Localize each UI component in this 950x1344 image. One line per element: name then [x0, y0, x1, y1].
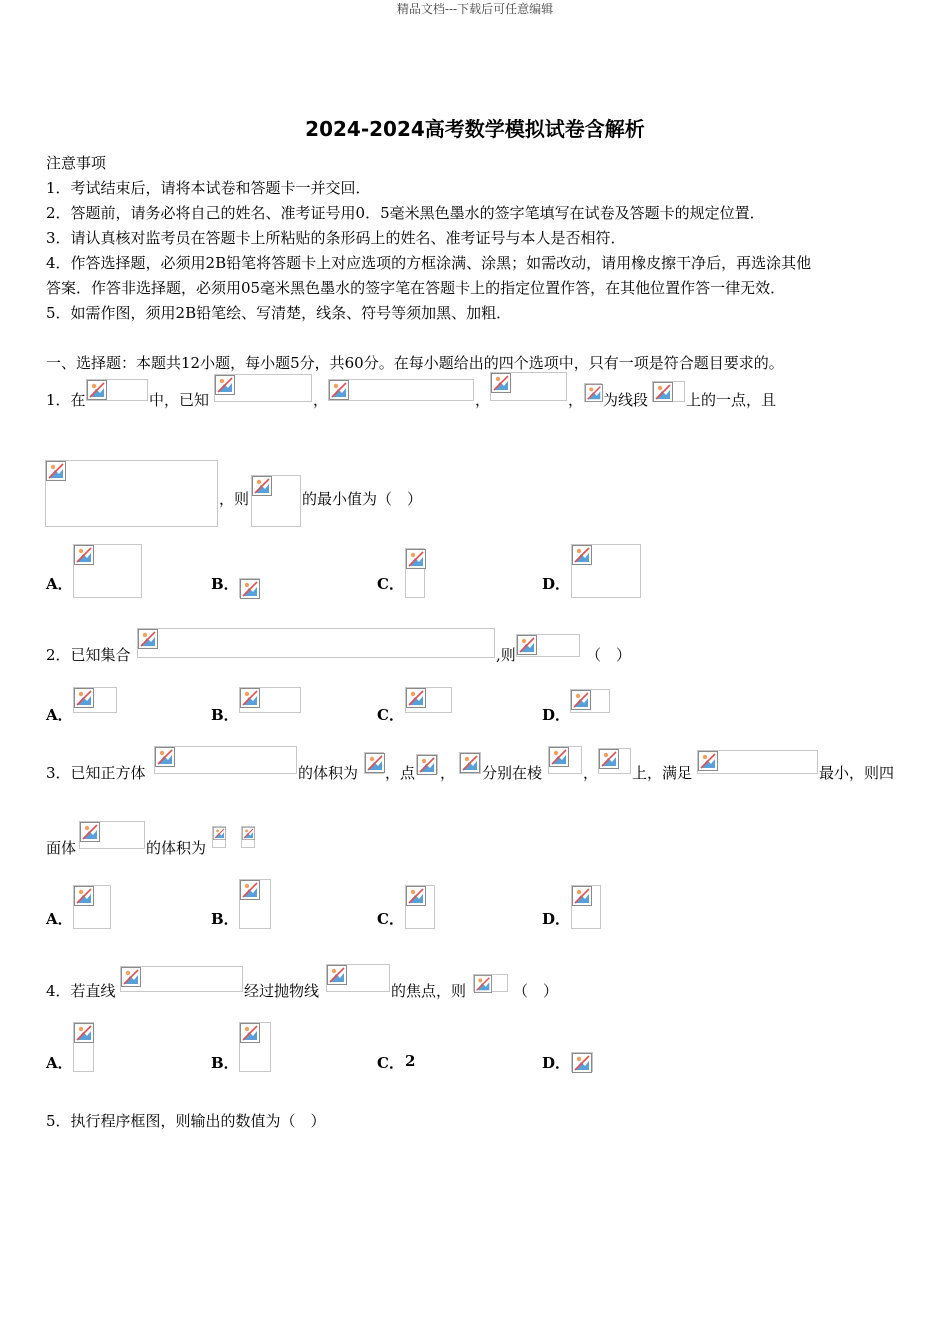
option-b-label: B．	[211, 1054, 239, 1072]
image-placeholder-icon	[460, 753, 480, 773]
q3-text: 最小，则四	[819, 764, 895, 782]
formula-image	[214, 374, 312, 402]
image-placeholder-icon	[87, 380, 107, 400]
q3-text: 上，满足	[632, 764, 693, 782]
formula-image	[86, 379, 148, 401]
notice-item: 2．答题前，请务必将自己的姓名、准考证号用0．5毫米黑色墨水的签字笔填写在试卷及答题卡的规定位置．	[46, 204, 765, 222]
option-d-image	[571, 544, 641, 598]
image-placeholder-icon	[517, 635, 537, 655]
option-a-label: A．	[46, 575, 73, 593]
image-placeholder-icon	[585, 384, 603, 402]
page-header: 精品文档---下载后可任意编辑	[396, 2, 554, 16]
option-b-image	[239, 879, 271, 929]
q1-text: ，则	[219, 490, 250, 508]
formula-image	[584, 383, 602, 402]
option-d-label: D．	[542, 910, 571, 928]
q1-number: 1．在	[46, 391, 86, 409]
q3-text: ，点	[385, 764, 416, 782]
image-placeholder-icon	[240, 1023, 260, 1043]
q5-text: 5．执行程序框图，则输出的数值为（ ）	[46, 1112, 326, 1130]
image-placeholder-icon	[74, 545, 94, 565]
image-placeholder-icon	[74, 1023, 94, 1043]
formula-image	[241, 826, 255, 848]
option-a-image	[73, 885, 111, 929]
option-c-label: C．	[377, 910, 404, 928]
option-d-image	[571, 1052, 593, 1072]
q3-text: ，	[583, 764, 599, 782]
q3-text: ，	[440, 764, 456, 782]
q4-number: 4．若直线	[46, 982, 116, 1000]
formula-image	[137, 628, 495, 658]
notice-item: 5．如需作图，须用2B铅笔绘、写清楚，线条、符号等须加黑、加粗．	[46, 304, 512, 322]
option-c-label: C．	[377, 575, 404, 593]
formula-image	[652, 381, 685, 402]
q3-text: 分别在棱	[482, 764, 543, 782]
formula-image	[326, 964, 390, 992]
image-placeholder-icon	[406, 688, 426, 708]
q3-number: 3．已知正方体	[46, 764, 146, 782]
formula-image	[598, 748, 631, 774]
image-placeholder-icon	[599, 749, 619, 769]
formula-image	[120, 966, 243, 992]
formula-image	[548, 746, 582, 774]
image-placeholder-icon	[474, 975, 492, 993]
image-placeholder-icon	[252, 476, 272, 496]
option-b-image	[239, 1022, 271, 1072]
q1-text: 为线段	[603, 391, 649, 409]
notice-heading: 注意事项	[46, 154, 107, 172]
option-c-label: C．	[377, 706, 404, 724]
q4-text: 经过抛物线	[244, 982, 320, 1000]
formula-image	[516, 634, 580, 657]
notice-item: 4．作答选择题，必须用2B铅笔将答题卡上对应选项的方框涂满、涂黑；如需改动，请用橡皮擦干净后，再选涂其他	[46, 254, 812, 272]
option-c-label: C．	[377, 1054, 404, 1072]
option-d-label: D．	[542, 706, 571, 724]
formula-image	[364, 752, 384, 774]
image-placeholder-icon	[571, 690, 591, 710]
q2-text: （ ）	[586, 646, 632, 664]
image-placeholder-icon	[242, 827, 255, 840]
option-b-image	[239, 578, 260, 598]
image-placeholder-icon	[74, 688, 94, 708]
option-c-image	[405, 687, 452, 713]
image-placeholder-icon	[572, 1053, 592, 1073]
image-placeholder-icon	[653, 382, 673, 402]
option-b-label: B．	[211, 706, 239, 724]
q3-text: 的体积为	[298, 764, 359, 782]
q1-text: 的最小值为（ ）	[302, 490, 423, 508]
notice-item: 1．考试结束后，请将本试卷和答题卡一并交回．	[46, 179, 371, 197]
image-placeholder-icon	[491, 373, 511, 393]
option-d-label: D．	[542, 1054, 571, 1072]
image-placeholder-icon	[549, 747, 569, 767]
option-d-image	[571, 885, 601, 929]
q2-text: ,则	[496, 646, 516, 664]
q1-text: 上的一点，且	[686, 391, 777, 409]
q1-comma: ，	[568, 391, 584, 409]
q4-text: 的焦点，则	[391, 982, 467, 1000]
option-b-image	[239, 687, 301, 713]
q1-comma: ，	[313, 391, 329, 409]
image-placeholder-icon	[46, 461, 66, 481]
option-a-label: A．	[46, 1054, 73, 1072]
formula-image	[473, 974, 508, 992]
image-placeholder-icon	[327, 965, 347, 985]
image-placeholder-icon	[138, 629, 158, 649]
option-a-image	[73, 544, 142, 598]
option-c-image	[405, 885, 435, 929]
notice-item: 3．请认真核对监考员在答题卡上所粘贴的条形码上的姓名、准考证号与本人是否相符．	[46, 229, 626, 247]
option-a-image	[73, 687, 117, 713]
q1-comma: ，	[475, 391, 491, 409]
image-placeholder-icon	[80, 822, 100, 842]
formula-image	[212, 826, 226, 848]
q4-text: （ ）	[513, 982, 559, 1000]
formula-image	[154, 746, 297, 774]
image-placeholder-icon	[406, 886, 426, 906]
image-placeholder-icon	[213, 827, 226, 840]
option-d-image	[570, 689, 610, 713]
option-b-label: B．	[211, 910, 239, 928]
image-placeholder-icon	[572, 545, 592, 565]
option-c-value: 2	[405, 1052, 416, 1070]
image-placeholder-icon	[215, 375, 235, 395]
q2-number: 2．已知集合	[46, 646, 131, 664]
formula-image	[79, 821, 145, 849]
formula-image	[416, 754, 438, 774]
formula-image	[490, 372, 567, 401]
option-c-image	[405, 548, 425, 598]
image-placeholder-icon	[365, 753, 385, 773]
notice-item: 答案．作答非选择题，必须用05毫米黑色墨水的签字笔在答题卡上的指定位置作答，在其他位置作答一律无效．	[46, 279, 786, 297]
image-placeholder-icon	[417, 755, 437, 775]
option-a-label: A．	[46, 706, 73, 724]
image-placeholder-icon	[240, 579, 260, 599]
formula-image	[697, 750, 818, 774]
q3-text: 的体积为	[146, 839, 207, 857]
q1-text: 中，已知	[149, 391, 210, 409]
formula-image	[251, 475, 301, 527]
image-placeholder-icon	[698, 751, 718, 771]
image-placeholder-icon	[329, 380, 349, 400]
option-a-image	[73, 1022, 94, 1072]
image-placeholder-icon	[74, 886, 94, 906]
q3-text: 面体	[46, 839, 77, 857]
section-heading: 一、选择题：本题共12小题，每小题5分，共60分。在每小题给出的四个选项中，只有一项是符合题目要求的。	[46, 354, 784, 372]
image-placeholder-icon	[406, 549, 426, 569]
image-placeholder-icon	[155, 747, 175, 767]
formula-image	[328, 379, 474, 401]
image-placeholder-icon	[240, 688, 260, 708]
formula-image	[45, 460, 218, 527]
formula-image	[459, 752, 481, 774]
option-a-label: A．	[46, 910, 73, 928]
image-placeholder-icon	[572, 886, 592, 906]
image-placeholder-icon	[240, 880, 260, 900]
image-placeholder-icon	[121, 967, 141, 987]
option-b-label: B．	[211, 575, 239, 593]
page-title: 2024-2024高考数学模拟试卷含解析	[305, 117, 645, 141]
option-d-label: D．	[542, 575, 571, 593]
